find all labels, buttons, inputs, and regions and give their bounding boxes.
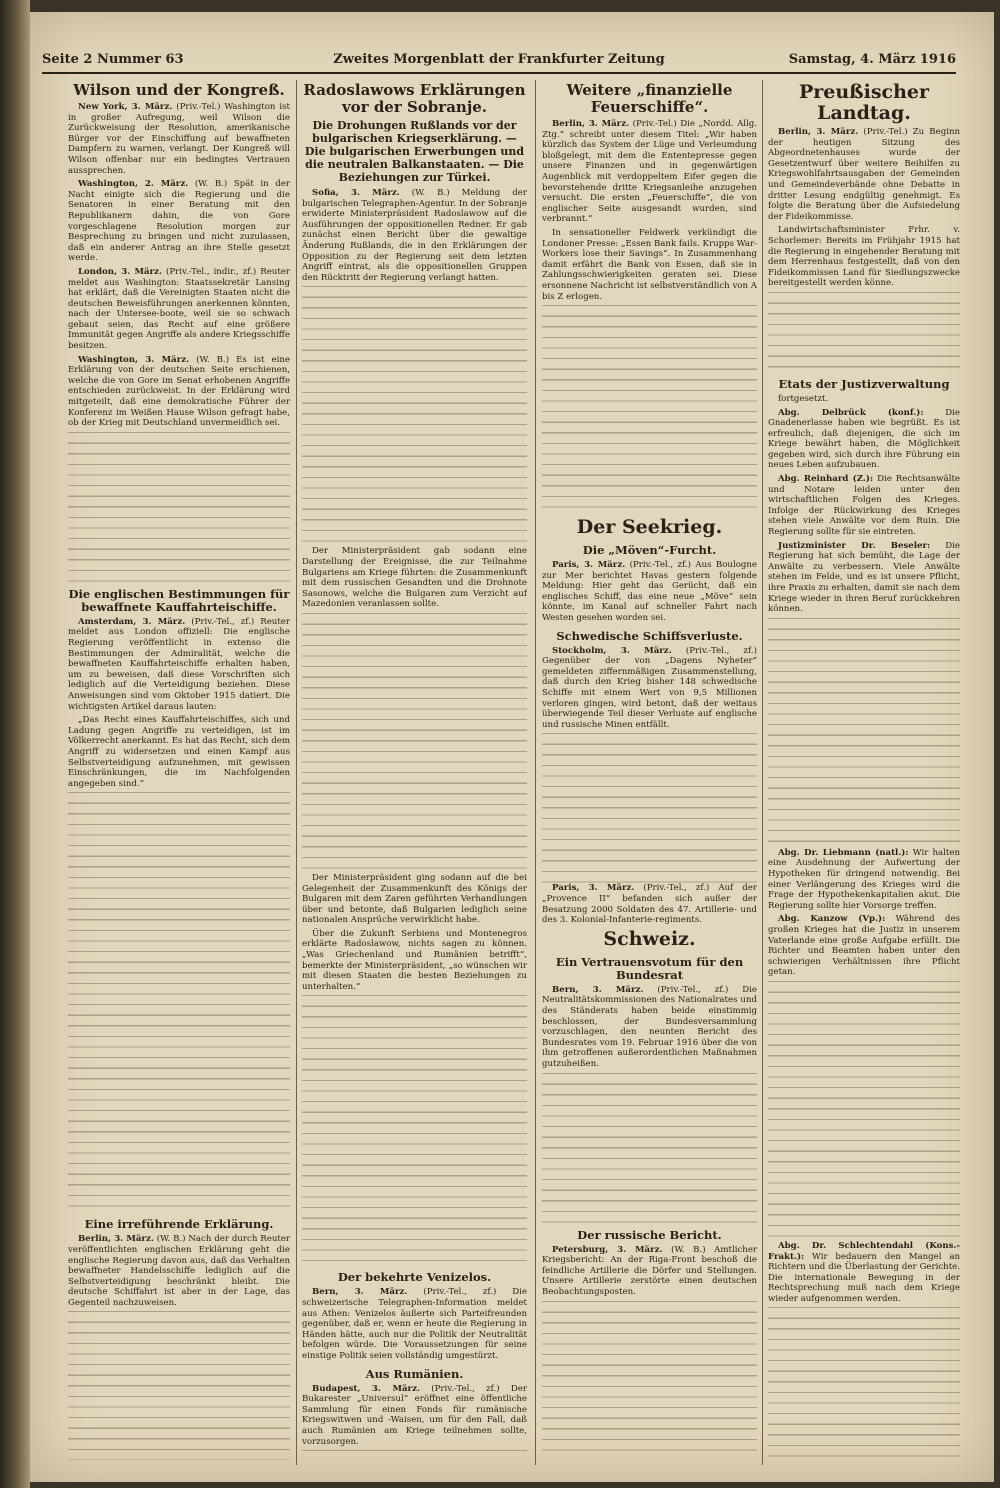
dateline: Bern, 3. März.	[552, 984, 644, 995]
article-paragraph: Über die Zukunft Serbiens und Montenegros erklärte Radoslawow, nichts sagen zu können. „Was Griechenland und Rumänien betrifft“, bemerkte der Ministerpräsident, „so wünschen wir mit diesen Staaten die besten Beziehungen zu unterhalten.“	[302, 928, 527, 992]
article-text: (Priv.-Tel., zf.) Der Bukarester „Universul“ eröffnet eine öffentliche Sammlung für einen Fonds für rumänische Kriegswitwen und -Waisen, um für den Fall, daß auch Rumänien am Kriege teilnehmen sollte, vorzusorgen.	[302, 1383, 527, 1447]
article-paragraph	[768, 914, 960, 978]
column-rule	[296, 80, 297, 1465]
article-paragraph	[768, 541, 960, 615]
dateline: Petersburg, 3. März.	[552, 1244, 663, 1255]
subheadline: Die Drohungen Rußlands vor der bulgarischen Kriegserklärung. — Die bulgarischen Erwerbungen und die neutralen Balkanstaaten. — Die Beziehungen zur Türkei.	[304, 119, 525, 184]
column-rule	[535, 80, 536, 1465]
article-paragraph	[768, 408, 960, 472]
article-text: (Priv.-Tel.) Zu Beginn der heutigen Sitzung des Abgeordnetenhauses wurde der Gesetzentwurf über weitere Beihilfen zu Kriegswohlfahrtsausgaben der Gemeinden und Gemeindeverbände ohne Debatte in dritter Lesung endgültig genehmigt. Es folgte die Beratung über die Aufsiedelung der Fideikommisse.	[768, 127, 960, 222]
illegible-text-block	[302, 1450, 527, 1460]
issue-date: Samstag, 4. März 1916	[788, 52, 956, 67]
illegible-text-block	[302, 995, 527, 1265]
dateline: Berlin, 3. März.	[78, 1234, 154, 1245]
dateline: Washington, 2. März.	[78, 179, 189, 190]
column-rule	[762, 80, 763, 1465]
illegible-text-block	[542, 1301, 757, 1461]
article-text: Während des großen Krieges hat die Justiz in unserem Vaterlande eine große Aufgabe erfüllt. Die Richter und Beamten haben unter den schwierigen Verhältnissen ihre Pflicht getan.	[768, 914, 960, 978]
article-paragraph: Landwirtschaftsminister Frhr. v. Schorlemer: Bereits im Frühjahr 1915 hat die Regierung in eingehender Beratung mit dem Herrenhaus festgestellt, daß von den Fideikommissen Land für Siedlungszwecke bereitgestellt werden könne.	[768, 225, 960, 289]
column-3	[542, 80, 757, 1460]
headline-russian-report: Der russische Bericht.	[577, 1227, 722, 1242]
article-paragraph	[68, 1234, 290, 1308]
page-number: Seite 2 Nummer 63	[42, 52, 184, 67]
headline-naval-war: Der Seekrieg.	[576, 516, 723, 539]
dateline: Bern, 3. März.	[312, 1287, 408, 1298]
article-text: Wir halten eine Ausdehnung der Aufwertung der Hypotheken für dringend notwendig. Bei einer Verlängerung des Krieges wird die Frage der Hypothekenkapitalien akut. Die Regierung sollte hier Vorsorge treffen.	[768, 847, 960, 911]
article-text: Die Regierung hat sich bemüht, die Lage der Anwälte zu verbessern. Viele Anwälte stehen im Felde, und es ist unsere Pflicht, ihre Praxis zu erhalten, damit sie nach dem Kriege wieder in ihren Beruf zurückkehren können.	[768, 540, 960, 615]
article-paragraph	[768, 848, 960, 912]
dateline: Washington, 3. März.	[78, 354, 190, 365]
article-paragraph	[68, 267, 290, 352]
article-paragraph: Der Ministerpräsident gab sodann eine Darstellung der Ereignisse, die zur Teilnahme Bulgariens am Kriege führten: die Zusammenkunft mit dem russischen Gesandten und die Drohnote Sasonows, welche die Bulgaren zum Verzicht auf Mazedonien veranlassen sollte.	[302, 546, 527, 610]
article-paragraph	[768, 474, 960, 538]
illegible-text-block	[542, 305, 757, 515]
dateline: New York, 3. März.	[78, 102, 173, 112]
article-paragraph	[768, 127, 960, 222]
article-paragraph	[68, 102, 290, 176]
illegible-text-block	[768, 1307, 960, 1460]
illegible-text-block	[68, 432, 290, 582]
article-paragraph	[542, 985, 757, 1070]
article-text: (Priv.-Tel.) Washington ist in großer Aufregung, weil Wilson die Zurückweisung der Resolution, amerikanische Bürger vor der Einschiffung auf bewaffneten Dampfern zu warnen, verlangt. Der Kongreß will Wilson offenbar nur ein bedingtes Vertrauen aussprechen.	[68, 102, 290, 176]
dateline: Berlin, 3. März.	[778, 127, 859, 137]
article-text: (Priv.-Tel.) Die „Nordd. Allg. Ztg.“ schreibt unter diesem Titel: „Wir haben kürzlich das System der Lüge und Verleumdung bloßgelegt, mit dem die Ententepresse gegen unsere Finanzen und in gegenwärtigen Augenblick mit verdoppeltem Eifer gegen die bevorstehende dritte Kriegsanleihe anzugehen versucht. Die ersten „Feuerschiffe“, die von englischer Seite ausgesandt wurden, sind verbrannt.“	[542, 119, 757, 225]
article-text: Wir bedauern den Mangel an Richtern und die Überlastung der Gerichte. Die internationale Bewegung in der Rechtsprechung muß nach dem Kriege wieder aufgenommen werden.	[768, 1251, 960, 1304]
illegible-text-block	[542, 1073, 757, 1223]
dateline: Paris, 3. März.	[552, 883, 635, 894]
column-2	[302, 80, 527, 1460]
article-text: Die Rechtsanwälte und Notare leiden unter den wirtschaftlichen Folgen des Krieges. Infolge der Rückwirkung des Krieges stehen viele Anwälte vor dem Ruin. Die Regierung sollte für sie eintreten.	[768, 474, 960, 538]
illegible-text-block	[768, 618, 960, 848]
article-text: (W. B.) Meldung der bulgarischen Telegraphen-Agentur. In der Sobranje erwiderte Ministerpräsident Radoslawow auf die Ausführungen der oppositionellen Redner. Er gab zunächst einen Bericht über die gewaltige Änderung Rußlands, die in den Erklärungen der Opposition zu der Regierung seit dem letzten Angriff eintrat, als die oppositionellen Gruppen den Rücktritt der Regierung verlangt hatten.	[302, 188, 527, 283]
illegible-text-block	[68, 792, 290, 1212]
article-paragraph	[542, 119, 757, 225]
illegible-text-block	[542, 733, 757, 883]
headline-financial-fireships: Weitere „finanzielle Feuerschiffe“.	[566, 81, 733, 116]
article-paragraph	[302, 1384, 527, 1448]
subheadline: Die „Möven“-Furcht.	[582, 543, 717, 558]
article-text: (Priv.-Tel., zf.) Die Neutralitätskommissionen des Nationalrates und des Ständerats haben beide einstimmig beschlossen, der Bundesversammlung vorzuschlagen, den neunten Bericht des Bundesrates vom 19. Februar 1916 über die von ihm getroffenen außerordentlichen Maßnahmen gutzuheißen.	[542, 984, 757, 1069]
headline-wilson: Wilson und der Kongreß.	[73, 81, 285, 99]
dateline: Paris, 3. März.	[552, 560, 626, 571]
illegible-text-block	[302, 286, 527, 546]
column-4	[768, 80, 960, 1460]
article-paragraph	[542, 883, 757, 925]
article-paragraph: „Das Recht eines Kauffahrteischiffes, sich und Ladung gegen Angriffe zu verteidigen, ist im Völkerrecht anerkannt. Es hat das Recht, sich dem Angriff zu widersetzen und einen Kampf aus Selbstverteidigung aufzunehmen, mit gewissen Einschränkungen, die im Nachfolgenden angegeben sind.“	[68, 715, 290, 789]
dateline: London, 3. März.	[78, 266, 163, 277]
headline-radoslawow: Radoslawows Erklärungen vor der Sobranje.	[303, 81, 526, 116]
subheadline: Ein Vertrauensvotum für den Bundesrat	[555, 954, 744, 982]
masthead	[42, 48, 956, 74]
illegible-text-block	[68, 1311, 290, 1460]
article-paragraph	[68, 179, 290, 264]
headline-prussian-landtag: Preußischer Landtag.	[798, 81, 930, 124]
dateline: Stockholm, 3. März.	[552, 645, 672, 656]
article-paragraph	[302, 188, 527, 283]
headline-switzerland: Schweiz.	[603, 927, 696, 950]
paper-title: Zweites Morgenblatt der Frankfurter Zeitung	[333, 52, 665, 67]
book-binding-edge	[0, 0, 30, 1488]
article-paragraph	[68, 617, 290, 712]
headline-venizelos: Der bekehrte Venizelos.	[337, 1270, 492, 1285]
speaker: Abg. Reinhard (Z.):	[778, 474, 874, 485]
article-text: (Priv.-Tel., indir., zf.) Reuter meldet aus Washington: Staatssekretär Lansing hat erklärt, daß die Vereinigten Staaten nicht die deutschen Beweisführungen anerkennen könnten, nach der Untersee-boote, weil sie so schwach gebaut seien, das Recht auf eine größere Immunität gegen Angriffe als andere Kriegsschiffe besitzen.	[68, 266, 290, 352]
speaker: Abg. Dr. Schlechtendahl (Kons.-Frakt.):	[768, 1240, 960, 1262]
column-1	[68, 80, 290, 1460]
speaker: Abg. Kanzow (Vp.):	[778, 914, 886, 925]
illegible-text-block	[768, 981, 960, 1241]
article-paragraph: In sensationeller Feldwerk verkündigt die Londoner Presse: „Essen Bank fails. Krupps War-Workers lose their Savings“. In Zusammenhang damit erfährt die Bank von Essen, daß sie in Zahlungsschwierigkeiten geraten sei. Diese ersonnene Nachricht ist selbstverständlich von A bis Z erlogen.	[542, 227, 757, 302]
subheadline: Schwedische Schiffsverluste.	[556, 628, 743, 643]
article-text: (Priv.-Tel., zf.) Aus Boulogne zur Mer berichtet Havas gestern folgende Meldung: Hier geht das Gerücht, daß ein englisches Schiff, das eine neue „Möve“ sein könnte, im Kanal auf schneller Fahrt nach Westen gesehen worden sei.	[542, 560, 757, 624]
article-paragraph	[302, 1287, 527, 1361]
dateline: Berlin, 3. März.	[552, 119, 630, 129]
article-text: (W. B.) Spät in der Nacht einigte sich die Regierung und die Senatoren in einer Beratung mit den Republikanern dahin, die von Gore vorgeschlagene Resolution morgen zur Besprechung zu bringen und nicht zuzulassen, daß ein anderer Antrag an ihre Stelle gesetzt werde.	[68, 179, 290, 264]
article-text: Die Gnadenerlasse haben wie begrüßt. Es ist erfreulich, daß diejenigen, die sich im Kriege bewährt haben, die Möglichkeit gegeben wird, sich durch ihre Führung ein neues Leben aufzubauen.	[768, 407, 960, 471]
article-text: (Priv.-Tel., zf.) Die schweizerische Telegraphen-Information meldet aus Athen: Venizelos äußerte sich Parteifreunden gegenüber, daß er, wenn er heute die Regierung in Händen hätte, auch nur die Politik der Neutralität befolgen würde. Die Voraussetzungen für seine einstige Politik seien vollständig umgestürzt.	[302, 1287, 527, 1361]
article-text: (Priv.-Tel., zf.) Reuter meldet aus London offiziell: Die englische Regierung veröffentlicht in extenso die Bestimmungen der Admiralität, welche die bewaffneten Kauffahrteischiffe erhalten haben, um zu beweisen, daß diese Vorschriften sich lediglich auf die Verteidigung beziehen. Diese Anweisungen sind vom Oktober 1915 datiert. Die wichtigsten Artikel daraus lauten:	[68, 616, 290, 712]
article-text: (Priv.-Tel., zf.) Auf der „Provence II“ befanden sich außer der Besatzung 2000 Soldaten des 47. Artillerie- und des 3. Kolonial-Infanterie-regiments.	[542, 883, 757, 926]
illegible-text-block	[768, 292, 960, 372]
headline-justice-budget: Etats der Justizverwaltung	[778, 376, 950, 391]
article-paragraph: fortgesetzt.	[778, 393, 829, 404]
headline-romania: Aus Rumänien.	[365, 1366, 464, 1381]
article-paragraph	[768, 1241, 960, 1305]
article-text: (W. B.) Es ist eine Erklärung von der deutschen Seite erschienen, welche die von Gore im Senat erhobenen Angriffe entschieden zurückweist. In der Erklärung wird mitgeteilt, daß eine demokratische Führer der Konferenz im Weißen Hause Wilson gefragt habe, ob der Krieg mit Deutschland unvermeidlich sei.	[68, 354, 290, 429]
illegible-text-block	[302, 613, 527, 873]
speaker: Abg. Delbrück (konf.):	[778, 407, 924, 418]
dateline: Sofia, 3. März.	[312, 188, 400, 198]
article-paragraph: Der Ministerpräsident ging sodann auf die bei Gelegenheit der Zusammenkunft des Königs der Bulgaren mit dem Zaren geführten Verhandlungen über und betonte, daß Bulgarien lediglich seine nationalen Ansprüche verwirklicht habe.	[302, 872, 527, 926]
article-paragraph	[542, 646, 757, 731]
article-text: (W. B.) Nach der durch Reuter veröffentlichten englischen Erklärung geht die englische Regierung davon aus, daß das Verhalten bewaffneter Handelsschiffe lediglich auf die Selbstverteidigung beschränkt bleibt. Die deutsche Schiffahrt ist aber in der Lage, das Gegenteil nachzuweisen.	[68, 1234, 290, 1308]
dateline: Budapest, 3. März.	[312, 1383, 420, 1394]
article-text: (Priv.-Tel., zf.) Gegenüber der von „Dagens Nyheter“ gemeldeten ziffernmäßigen Zusammenstellung, daß durch den Krieg bisher 148 schwedische Schiffe mit einem Wert von 9,5 Millionen verloren gingen, wird betont, daß der weitaus überwiegende Teil dieser Verluste auf englische und russische Minen entfällt.	[542, 645, 757, 730]
headline-misleading-statement: Eine irreführende Erklärung.	[84, 1217, 274, 1232]
article-paragraph	[542, 1245, 757, 1298]
article-text: (W. B.) Amtlicher Kriegsbericht: An der Riga-Front beschoß die feindliche Artillerie die Dörfer und Stellungen. Unsere Artillerie zerstörte einen deutschen Beobachtungsposten.	[542, 1244, 757, 1297]
article-paragraph	[542, 560, 757, 624]
headline-english-rules: Die englischen Bestimmungen für bewaffnete Kauffahrteischiffe.	[68, 586, 290, 614]
article-paragraph	[68, 355, 290, 429]
speaker: Abg. Dr. Liebmann (natl.):	[778, 847, 909, 858]
speaker: Justizminister Dr. Beseler:	[778, 540, 931, 551]
dateline: Amsterdam, 3. März.	[78, 616, 186, 627]
